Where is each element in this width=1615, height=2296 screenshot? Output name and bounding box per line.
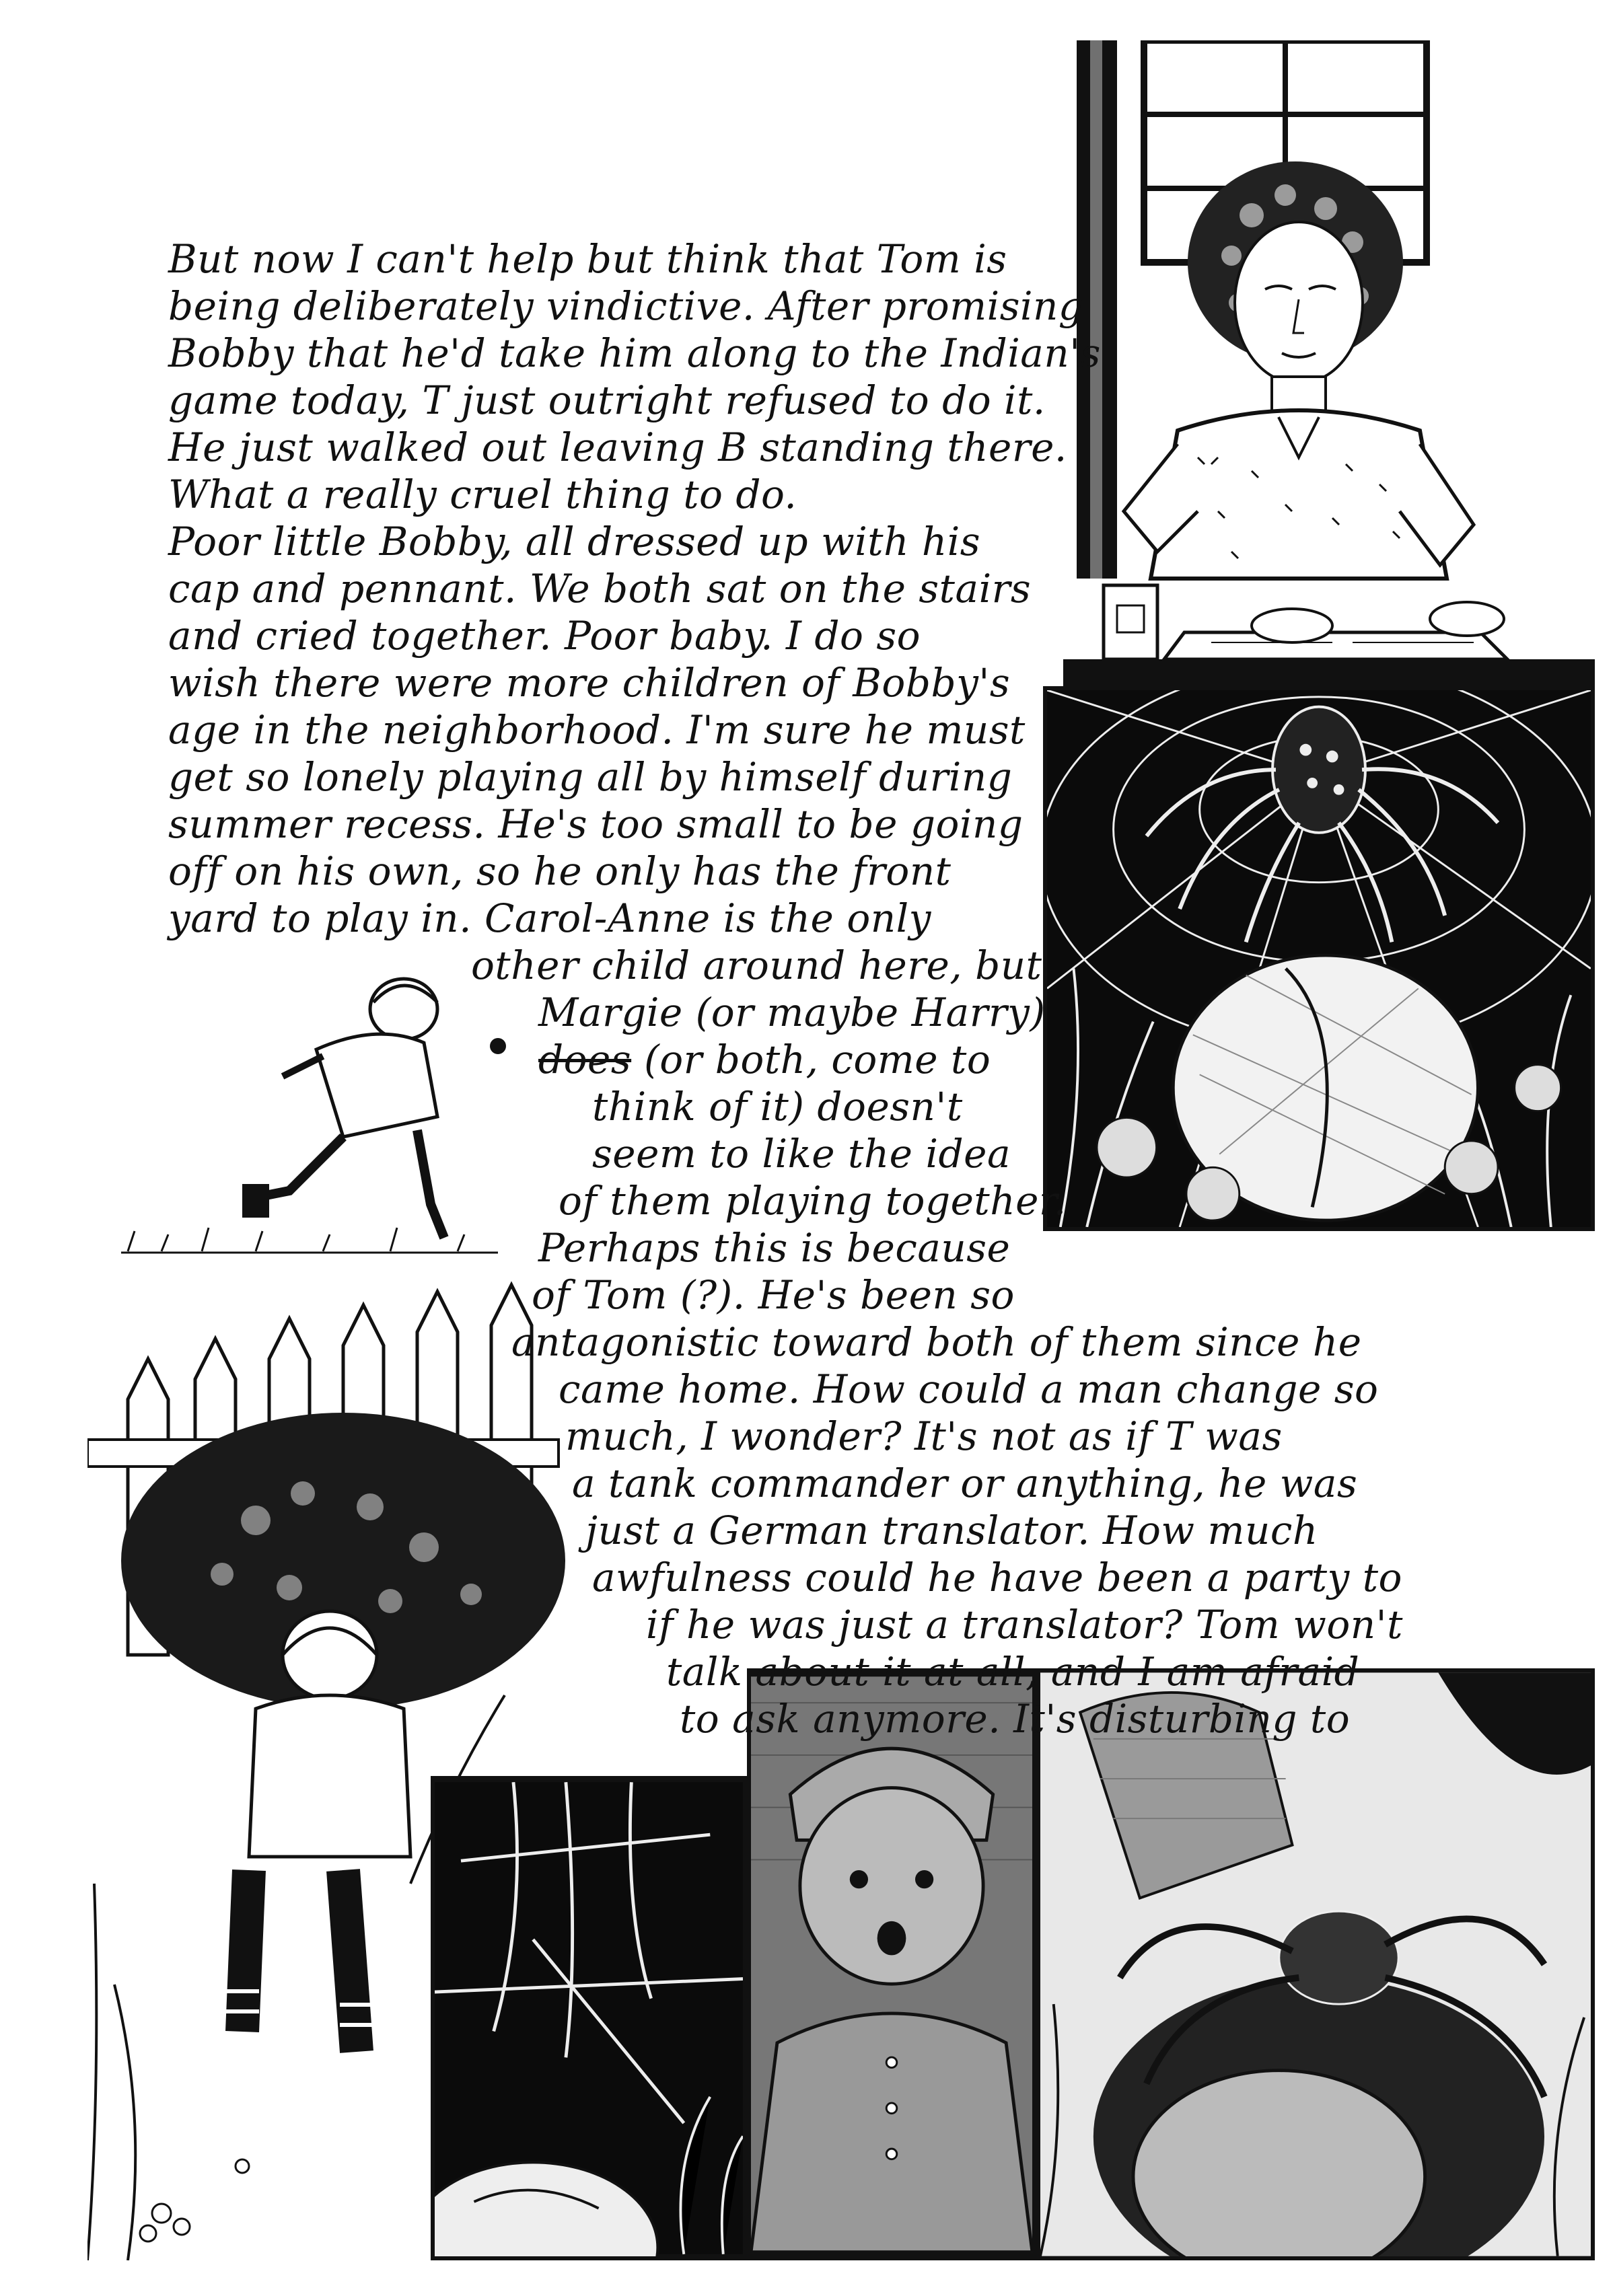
struck-word: does [538,1037,632,1082]
journal-line: But now I can't help but think that Tom is [168,236,1007,282]
boy-running-illustration [121,969,525,1258]
spider-attack-illustration [1040,1672,1591,2256]
journal-line: awfulness could he have been a party to [592,1555,1402,1600]
panel-spider-legs [431,1776,747,2260]
panel-boy-scared [747,1668,1036,2260]
journal-line: wish there were more children of Bobby's [168,660,1011,706]
journal-line: He just walked out leaving B standing there. [168,424,1067,470]
journal-line: think of it) doesn't [592,1084,963,1130]
panel-boy-running [121,969,525,1258]
journal-line-rest: (or both, come to [644,1037,991,1082]
journal-line: Poor little Bobby, all dressed up with his [168,519,981,564]
journal-line: talk about it at all, and I am afraid [666,1649,1360,1695]
journal-line: What a really cruel thing to do. [168,472,797,517]
journal-line: get so lonely playing all by himself during [168,754,1013,800]
journal-line: other child around here, but [471,942,1042,988]
journal-line: off on his own, so he only has the front [168,848,952,894]
journal-line: to ask anymore. It's disturbing to [680,1696,1351,1742]
panel-spider-attack [1036,1668,1595,2260]
journal-line: and cried together. Poor baby. I do so [168,613,921,659]
panel-spider-baseball [1043,686,1595,1231]
journal-line-struck [538,1036,991,1083]
journal-line: age in the neighborhood. I'm sure he must [168,707,1026,753]
journal-line: being deliberately vindictive. After promising [168,283,1084,329]
journal-line: Margie (or maybe Harry) [538,990,1046,1035]
journal-line: just a German translator. How much [585,1508,1318,1553]
journal-line: antagonistic toward both of them since he [511,1319,1362,1365]
boy-scared-illustration [751,1672,1032,2256]
journal-line: came home. How could a man change so [559,1366,1379,1412]
journal-line: much, I wonder? It's not as if T was [565,1413,1283,1459]
journal-line: yard to play in. Carol-Anne is the only [168,895,931,941]
journal-line: if he was just a translator? Tom won't [646,1602,1403,1647]
journal-line: a tank commander or anything, he was [572,1460,1358,1506]
spider-web-illustration [1047,690,1591,1227]
woman-illustration [1063,40,1595,686]
journal-line: game today, T just outright refused to do it. [168,377,1046,423]
journal-line: cap and pennant. We both sat on the stairs [168,566,1032,612]
journal-line: summer recess. He's too small to be going [168,801,1024,847]
journal-line: Bobby that he'd take him along to the Indian's [168,330,1101,376]
journal-line: of them playing together. [559,1178,1067,1224]
journal-line: Perhaps this is because [538,1225,1011,1271]
panel-woman-writing [1063,40,1595,686]
journal-line: of Tom (?). He's been so [532,1272,1015,1318]
spider-legs-illustration [435,1780,743,2256]
journal-line: seem to like the idea [592,1131,1011,1177]
ball [490,1038,506,1054]
